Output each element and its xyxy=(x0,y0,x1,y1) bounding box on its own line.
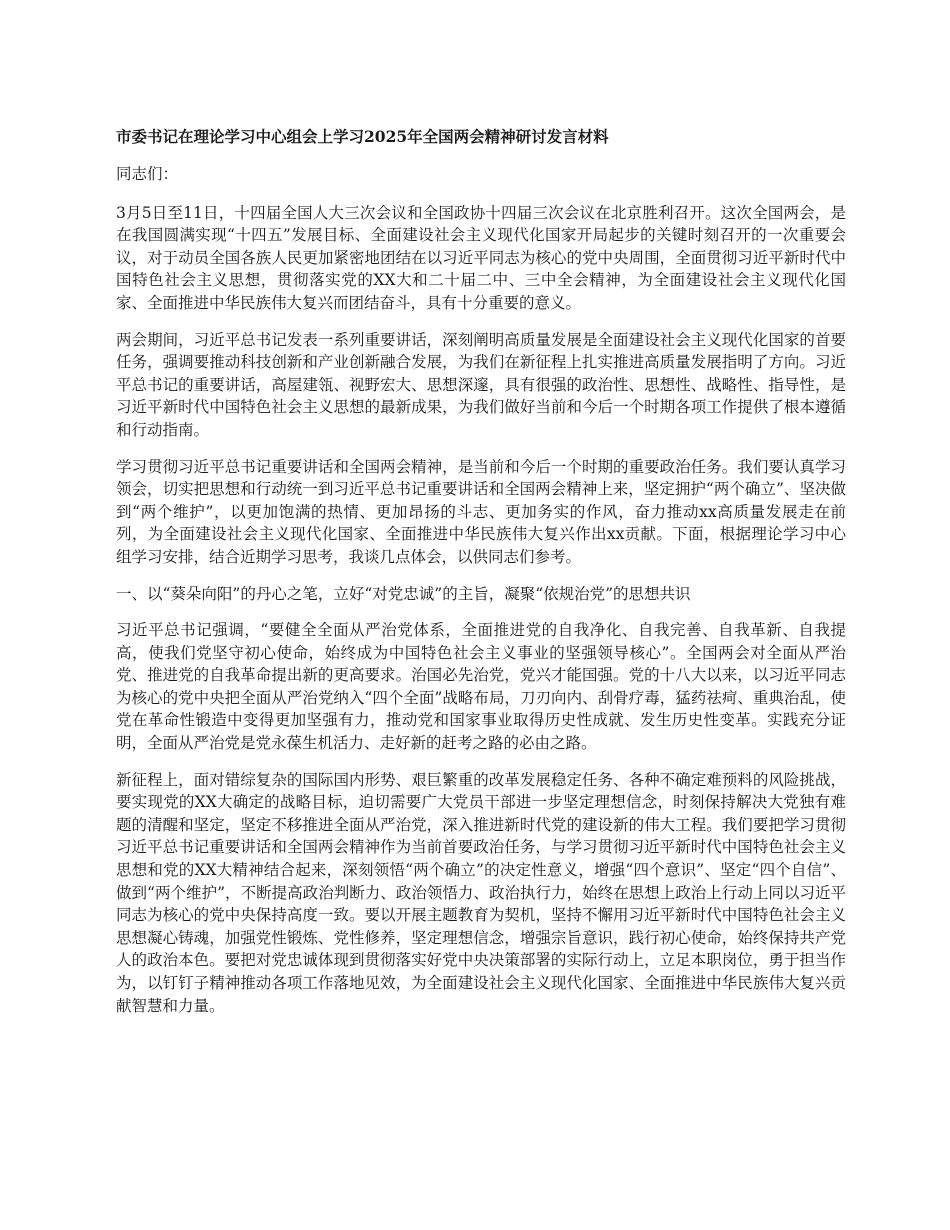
paragraph-speech: 两会期间，习近平总书记发表一系列重要讲话，深刻阐明高质量发展是全面建设社会主义现代化国家的首要任务，强调要推动科技创新和产业创新融合发展，为我们在新征程上扎实推进高质量发展指明了方向。习近平总书记的重要讲话，高屋建瓴、视野宏大、思想深邃，具有很强的政治性、思想性、战略性、指导性，是习近平新时代中国特色社会主义思想的最新成果，为我们做好当前和今后一个时期各项工作提供了根本遵循和行动指南。 xyxy=(116,330,846,439)
document-title: 市委书记在理论学习中心组会上学习2025年全国两会精神研讨发言材料 xyxy=(116,127,609,146)
paragraph-party-governance: 习近平总书记强调，“要健全全面从严治党体系，全面推进党的自我净化、自我完善、自我革新、自我提高，使我们党坚守初心使命，始终成为中国特色社会主义事业的坚强领导核心”。全国两会对全面从严治党、推进党的自我革命提出新的更高要求。治国必先治党，党兴才能国强。党的十八大以来，以习近平同志为核心的党中央把全面从严治党纳入“四个全面”战略布局，刀刃向内、刮骨疗毒，猛药祛疴、重典治乱，使党在革命性锻造中变得更加坚强有力，推动党和国家事业取得历史性成就、发生历史性变革。实践充分证明，全面从严治党是党永葆生机活力、走好新的赶考之路的必由之路。 xyxy=(116,621,846,753)
paragraph-intro: 3月5日至11日，十四届全国人大三次会议和全国政协十四届三次会议在北京胜利召开。这次全国两会，是在我国圆满实现“十四五”发展目标、全面建设社会主义现代化国家开局起步的关键时刻召开的一次重要会议，对于动员全国各族人民更加紧密地团结在以习近平同志为核心的党中央周围，全面贯彻习近平新时代中国特色社会主义思想，贯彻落实党的XX大和二十届二中、三中全会精神，为全面建设社会主义现代化国家、全面推进中华民族伟大复兴而团结奋斗，具有十分重要的意义。 xyxy=(116,203,846,312)
paragraph-new-journey: 新征程上，面对错综复杂的国际国内形势、艰巨繁重的改革发展稳定任务、各种不确定难预料的风险挑战，要实现党的XX大确定的战略目标，迫切需要广大党员干部进一步坚定理想信念，时刻保持解决大党独有难题的清醒和坚定，坚定不移推进全面从严治党，深入推进新时代党的建设新的伟大工程。我们要把学习贯彻习近平总书记重要讲话和全国两会精神作为当前首要政治任务，与学习贯彻习近平新时代中国特色社会主义思想和党的XX大精神结合起来，深刻领悟“两个确立”的决定性意义，增强“四个意识”、坚定“四个自信”、做到“两个维护”，不断提高政治判断力、政治领悟力、政治执行力，始终在思想上政治上行动上同以习近平同志为核心的党中央保持高度一致。要以开展主题教育为契机，坚持不懈用习近平新时代中国特色社会主义思想凝心铸魂，加强党性锻炼、党性修养，坚定理想信念，增强宗旨意识，践行初心使命，始终保持共产党人的政治本色。要把对党忠诚体现到贯彻落实好党中央决策部署的实际行动上，立足本职岗位，勇于担当作为，以钉钉子精神推动各项工作落地见效，为全面建设社会主义现代化国家、全面推进中华民族伟大复兴贡献智慧和力量。 xyxy=(116,770,846,1015)
paragraph-task: 学习贯彻习近平总书记重要讲话和全国两会精神，是当前和今后一个时期的重要政治任务。我们要认真学习领会，切实把思想和行动统一到习近平总书记重要讲话和全国两会精神上来，坚定拥护“两个确立”、坚决做到“两个维护”，以更加饱满的热情、更加昂扬的斗志、更加务实的作风，奋力推动xx高质量发展走在前列，为全面建设社会主义现代化国家、全面推进中华民族伟大复兴作出xx贡献。下面，根据理论学习中心组学习安排，结合近期学习思考，我谈几点体会，以供同志们参考。 xyxy=(116,457,846,566)
document-page xyxy=(116,126,846,1031)
section-heading-1: 一、以“葵朵向阳”的丹心之笔，立好“对党忠诚”的主旨，凝聚“依规治党”的思想共识 xyxy=(116,584,691,603)
salutation: 同志们： xyxy=(116,165,179,183)
